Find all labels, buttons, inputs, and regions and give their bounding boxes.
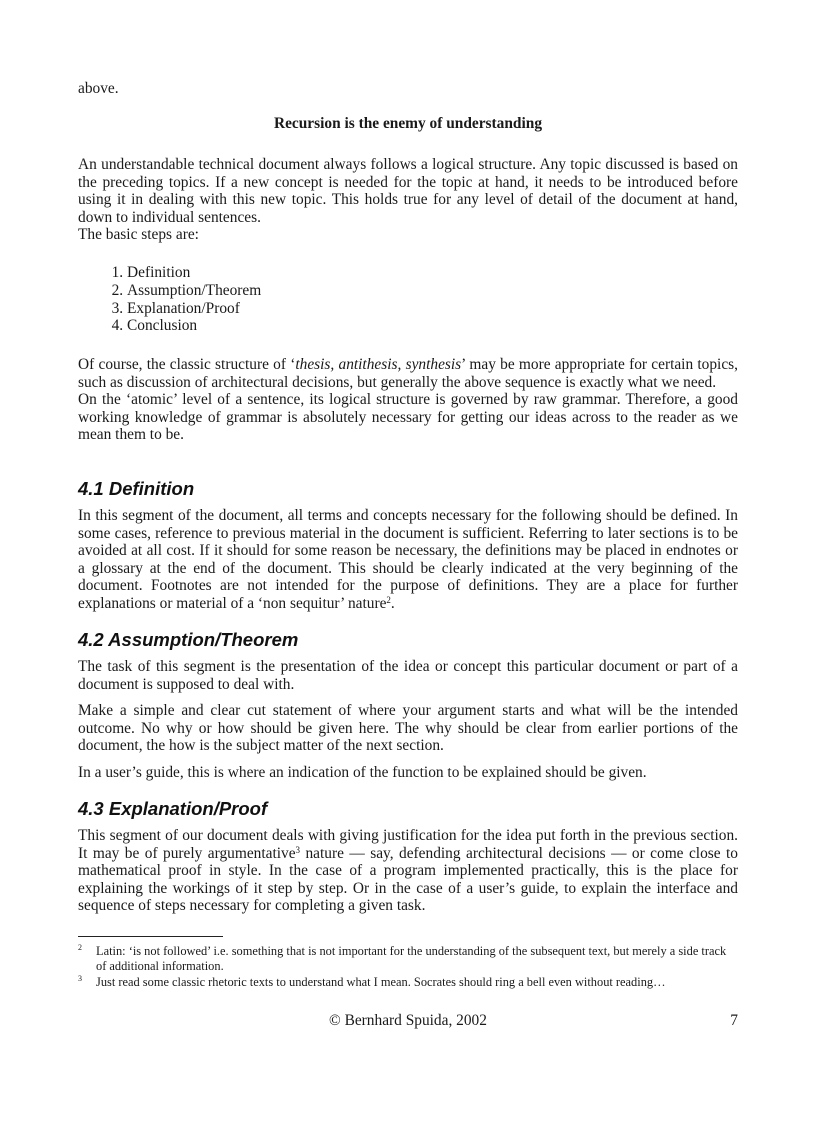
intro-block — [78, 156, 738, 244]
list-item: 1. Definition — [127, 264, 787, 282]
section-4-2-p3: In a user’s guide, this is where an indication of the function to be explained should be given. — [78, 764, 647, 781]
list-item: 2. Assumption/Theorem — [127, 282, 787, 300]
section-4-1-paragraph — [78, 507, 738, 613]
steps-intro: The basic steps are: — [78, 226, 199, 244]
section-4-2-p2: Make a simple and clear cut statement of where your argument starts and what will be the intended outcome. No why or how should be given here. The why should be clear from earlier portions of the document, the how is the subject matter of the next section. — [78, 702, 738, 755]
list-item: 3. Explanation/Proof — [127, 300, 787, 318]
top-fragment: above. — [78, 80, 119, 97]
footnote-text: Latin: ‘is not followed’ i.e. something that is not important for the understanding of the subsequent text, but merely a side track of additional information. — [96, 944, 727, 973]
classic-before: Of course, the classic structure of ‘ — [78, 356, 296, 373]
section-4-1-end: . — [390, 594, 395, 612]
footnote-3 — [78, 975, 738, 990]
section-4-1-text: In this segment of the document, all terms and concepts necessary for the following should be defined. In some cases, reference to previous material in the document is sufficient. Referring to later sections is to be avoided at all cost. If it should for some reason be necessary, the definitions may be placed in endnotes or a glossary at the end of the document. This should be clearly indicated at the very beginning of the document. Footnotes are not intended for the purpose of definitions. They are a place for further explanations or material of a ‘non sequitur’ nature — [78, 507, 738, 612]
footnote-number: 2 — [78, 943, 82, 952]
page-number: 7 — [730, 1012, 738, 1029]
intro-paragraph: An understandable technical document always follows a logical structure. Any topic discussed is based on the preceding topics. If a new concept is needed for the topic at hand, it needs to be introduced before using it in dealing with this new topic. This holds true for any level of detail of the document at hand, down to individual sentences. — [78, 156, 738, 226]
classic-after: ’ may be more appropriate for certain topics, such as discussion of architectural decisions, but generally the above sequence is exactly what we need. — [78, 356, 739, 391]
footnote-text: Just read some classic rhetoric texts to understand what I mean. Socrates should ring a bell even without reading… — [96, 975, 666, 989]
copyright-text: © Bernhard Spuida, 2002 — [329, 1012, 487, 1029]
footnote-number: 3 — [78, 974, 82, 983]
atomic-paragraph: On the ‘atomic’ level of a sentence, its logical structure is governed by raw grammar. Therefore, a good working knowledge of grammar is absolutely necessary for getting our ideas across to the reader as we mean them to be. — [78, 391, 738, 444]
section-heading-4-2: 4.2 Assumption/Theorem — [78, 629, 299, 650]
classic-block — [78, 356, 738, 444]
classic-paragraph — [78, 356, 738, 391]
section-4-3-paragraph — [78, 827, 738, 915]
footnote-separator — [78, 936, 223, 937]
classic-italic: thesis, antithesis, synthesis — [295, 356, 462, 373]
section-heading-4-1: 4.1 Definition — [78, 478, 195, 499]
section-4-3-text-before: This segment of our document deals with giving justification for the idea put forth in the previous section. It may be of purely argumentative — [78, 827, 738, 862]
section-4-3-text-after: nature — say, defending architectural decisions — or come close to mathematical proof in style. In the case of a program implemented practically, this is the place for explaining the workings of it step by step. Or in the case of a user’s guide, to explain the interface and sequence of steps necessary for completing a given task. — [78, 844, 738, 915]
footnote-ref-3[interactable]: 3 — [295, 844, 301, 855]
list-item: 4. Conclusion — [127, 317, 787, 335]
section-heading-4-3: 4.3 Explanation/Proof — [78, 798, 268, 819]
section-4-2-p1: The task of this segment is the presentation of the idea or concept this particular document or part of a document is supposed to deal with. — [78, 658, 738, 693]
footnote-ref-2[interactable]: 2 — [386, 594, 391, 605]
center-heading: Recursion is the enemy of understanding — [273, 115, 543, 132]
steps-list — [78, 264, 787, 335]
footnote-2 — [78, 944, 738, 973]
